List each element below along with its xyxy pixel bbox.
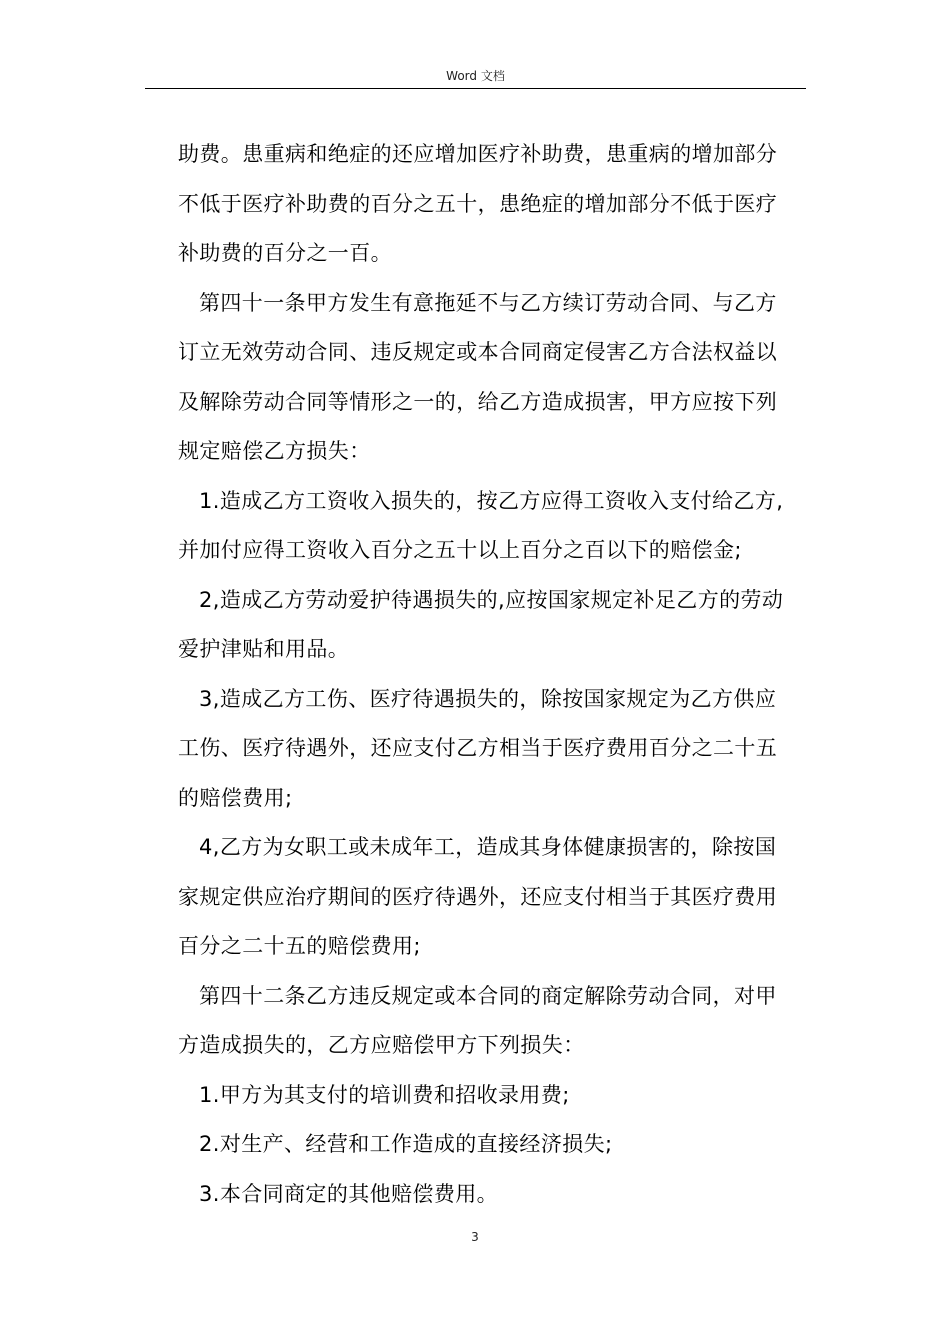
paragraph-article-41: 第四十一条甲方发生有意拖延不与乙方续订劳动合同、与乙方 订立无效劳动合同、违反规定或本合同商定侵害乙方合法权益以 及解除劳动合同等情形之一的，给乙方造成损害，甲方应按下列 规定赔偿乙方损失： <box>178 290 778 463</box>
list-item: 3.本合同商定的其他赔偿费用。 <box>199 1181 499 1206</box>
list-item: 2.对生产、经营和工作造成的直接经济损失; <box>199 1132 613 1156</box>
paragraph-medical-subsidy: 助费。患重病和绝症的还应增加医疗补助费，患重病的增加部分 不低于医疗补助费的百分之五十，患绝症的增加部分不低于医疗 补助费的百分之一百。 <box>178 142 778 265</box>
list-item: 4,乙方为女职工或未成年工，造成其身体健康损害的，除按国 家规定供应治疗期间的医疗待遇外，还应支付相当于其医疗费用 百分之二十五的赔偿费用; <box>178 835 778 958</box>
page-header <box>145 66 806 89</box>
paragraph-article-42: 第四十二条乙方违反规定或本合同的商定解除劳动合同，对甲 方造成损失的，乙方应赔偿甲方下列损失： <box>178 983 777 1057</box>
list-item: 1.甲方为其支付的培训费和招收录用费; <box>199 1082 570 1107</box>
document-body <box>178 130 808 1219</box>
list-item: 1.造成乙方工资收入损失的，按乙方应得工资收入支付给乙方, 并加付应得工资收入百分之五十以上百分之百以下的赔偿金; <box>178 488 784 562</box>
list-item: 3,造成乙方工伤、医疗待遇损失的，除按国家规定为乙方供应 工伤、医疗待遇外，还应支付乙方相当于医疗费用百分之二十五 的赔偿费用; <box>178 686 778 810</box>
list-item: 2,造成乙方劳动爱护待遇损失的,应按国家规定补足乙方的劳动 爱护津贴和用品。 <box>178 587 784 661</box>
page-number: 3 <box>471 1230 479 1244</box>
header-title: Word 文档 <box>446 69 505 83</box>
